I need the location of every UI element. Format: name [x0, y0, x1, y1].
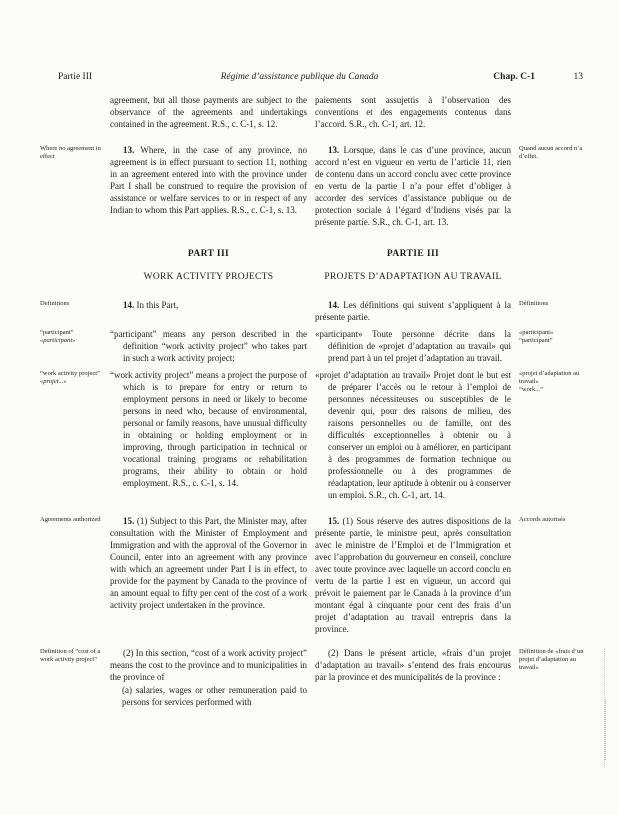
section-number: 13.	[328, 145, 340, 155]
statute-paragraph-15-1-fr	[315, 515, 511, 635]
part-heading-row	[0, 248, 619, 283]
statute-subparagraph-15-2a-en: (a) salaries, wages or other remuneration paid to persons for services performed with	[122, 685, 307, 707]
column-french	[315, 515, 511, 635]
section-text: Les définitions qui suivent s’appliquent à la présente partie.	[315, 300, 511, 322]
margin-note-definition-frais: Définition de «frais d’un projet d’adaptation au travail»	[519, 648, 584, 671]
margin-note-agreements-authorized: Agreements authorized	[40, 516, 101, 523]
defined-term-alt: «projet...»	[40, 378, 67, 385]
definition-participant-en: “participant” means any person described in the definition “work activity project” who takes part in such a work activity project;	[110, 329, 307, 363]
statute-paragraph-15-2-fr: (2) Dans le présent article, «frais d’un projet d’adaptation au travail» s’entend des frais encourus par la province et des municipalités de la province :	[315, 648, 511, 682]
part-subheading-en: WORK ACTIVITY PROJECTS	[143, 272, 274, 282]
part-heading-en: PART III	[187, 249, 230, 259]
definition-work-activity-project-en: “work activity project” means a project the purpose of which is to prepare for entry or return to employment persons in need or likely to become persons in need who, because of environmental, personal or family reasons, have unusual difficulty in obtaining or holding employment or in improving, through participation in technical or vocational training programs or rehabilitation programs, their ability to obtain or hold employment. R.S., c. C-1, s. 14.	[110, 370, 307, 488]
column-french	[315, 248, 511, 283]
statute-paragraph-13-en	[110, 144, 307, 216]
statute-paragraph-12-en: agreement, but all those payments are subject to the observance of the agreements and undertakings contained in the agreement. R.S., c. C-1, s. 12.	[110, 95, 307, 129]
margin-note-participant-en	[40, 328, 102, 364]
section-number: 15.	[123, 516, 135, 526]
margin-note-left-empty	[40, 248, 102, 283]
column-english	[110, 515, 307, 635]
section-text: (1) Sous réserve des autres dispositions de la présente partie, le ministre peut, après consultation avec le ministre de l’Emploi et de l’Immigration et avec l’approbation du gouverneur en conseil, conclure avec toute province avec laquelle un accord conclu en vertu de la partie I est en vigueur, un accord qui prévoit le paiement par le Canada à la province d’un montant égal à cinquante pour cent des frais d’un projet d’adaptation au travail entrepris dans la province.	[315, 516, 512, 634]
defined-term-alt: «participant»	[40, 337, 76, 344]
margin-note-work-activity-project-fr	[519, 369, 591, 501]
column-english	[110, 94, 307, 130]
column-english	[110, 248, 307, 283]
margin-note-definition-cost: Definition of “cost of a work activity project”	[40, 648, 101, 663]
column-french	[315, 328, 511, 364]
defined-term: “participant”	[40, 329, 74, 336]
margin-note-where-no-agreement: Where no agreement in effect	[40, 145, 101, 160]
section-text: Lorsque, dans le cas d’une province, aucun accord n’est en vigueur en vertu de l’article 11, rien de contenu dans un accord conclu avec cette province en vertu de la partie I n’a pour effet d’obliger à accorder des services d’assistance publique ou de protection sociale à l’égard d’Indiens visés par la présente partie. S.R., ch. C-1, art. 13.	[315, 145, 511, 227]
column-english	[110, 144, 307, 228]
header-part-label: Partie III	[58, 72, 93, 82]
statute-paragraph-14-intro-en	[110, 299, 307, 311]
statute-paragraph-15-1-en	[110, 515, 307, 611]
definition-participant-row	[0, 328, 619, 364]
statute-paragraph-13-fr	[315, 144, 511, 228]
margin-note-accords-autorises: Accords autorisés	[519, 516, 566, 523]
section-number: 13.	[123, 145, 135, 155]
statute-paragraph-12-fr: paiements sont assujettis à l’observation des conventions et des engagements contenus dans l’accord. S.R., ch. C-1, art. 12.	[315, 95, 511, 129]
section-number: 14.	[328, 300, 340, 310]
column-english	[110, 328, 307, 364]
section-15-1-row	[0, 515, 619, 635]
statute-paragraph-15-2-en: (2) In this section, “cost of a work activity project” means the cost to the province and to municipalities in the province of	[110, 648, 307, 682]
page-body	[0, 88, 619, 708]
part-heading-fr: PARTIE III	[386, 249, 440, 259]
defined-term: «projet d’adaptation au travail»	[519, 370, 580, 385]
margin-note-quand-aucun-accord: Quand aucun accord n’a d’effet.	[519, 145, 583, 160]
statute-paragraph-14-intro-fr	[315, 299, 511, 323]
scan-artifact	[605, 700, 606, 760]
column-french	[315, 299, 511, 323]
margin-note-definitions-fr: Définitions	[519, 300, 549, 307]
margin-note-left-empty	[40, 94, 102, 130]
definition-work-activity-project-fr: «projet d’adaptation au travail» Projet dont le but est de préparer l’accès ou le retour à l’emploi de personnes nécessiteuses ou susceptibles de le devenir qui, pour des raisons de milieu, des raisons personnelles ou de famille, ont des difficultés exceptionnelles à obtenir ou à conserver un emploi ou à améliorer, en participant à des programmes de formation technique ou professionnelle ou à des programmes de réadaptation, leur aptitude à obtenir ou à conserver un emploi. S.R., ch. C-1, art. 14.	[315, 370, 511, 500]
running-header	[0, 72, 619, 86]
defined-term-alt: “participant”	[519, 337, 553, 344]
header-chapter: Chap. C-1	[493, 72, 535, 82]
section-15-2-row	[0, 647, 619, 708]
part-subheading-fr: PROJETS D’ADAPTATION AU TRAVAIL	[324, 272, 502, 282]
column-french	[315, 369, 511, 501]
definition-participant-fr: «participant» Toute personne décrite dans la définition de «projet d’adaptation au travail» qui prend part à un tel projet d’adaptation au travail.	[315, 329, 511, 363]
section-text: Where, in the case of any province, no agreement is in effect pursuant to section 11, nothing in an agreement entered into with the province under Part I shall be construed to require the provision of assistance or welfare services to or in respect of any Indian to whom this Part applies. R.S., c. C-1, s. 13.	[110, 145, 307, 215]
column-english	[110, 369, 307, 501]
margin-note-definitions-en: Definitions	[40, 300, 70, 307]
column-french	[315, 94, 511, 130]
column-english	[110, 299, 307, 323]
defined-term: “work activity project”	[40, 370, 100, 377]
margin-note-participant-fr	[519, 328, 591, 364]
section-number: 15.	[328, 516, 340, 526]
column-french	[315, 647, 511, 708]
definition-work-activity-project-row	[0, 369, 619, 501]
defined-term: «participant»	[519, 329, 554, 336]
section-text: In this Part,	[136, 300, 179, 310]
margin-note-right-empty	[519, 248, 591, 283]
defined-term-alt: “work...”	[519, 386, 544, 393]
section-14-intro-row	[0, 299, 619, 323]
column-french	[315, 144, 511, 228]
header-title: Régime d’assistance publique du Canada	[220, 72, 379, 82]
header-page-number: 13	[573, 72, 583, 82]
section-13-row	[0, 144, 619, 228]
margin-note-right-empty	[519, 94, 591, 130]
section-12-row	[0, 94, 619, 130]
section-text: (1) Subject to this Part, the Minister may, after consultation with the Minister of Employment and Immigration and with the approval of the Governor in Council, enter into an agreement with any province with which an agreement under Part I is in effect, to provide for the payment by Canada to the province of an amount equal to fifty per cent of the cost of a work activity project undertaken in the province.	[110, 516, 308, 610]
section-number: 14.	[123, 300, 135, 310]
column-english	[110, 647, 307, 708]
margin-note-work-activity-project-en	[40, 369, 102, 501]
